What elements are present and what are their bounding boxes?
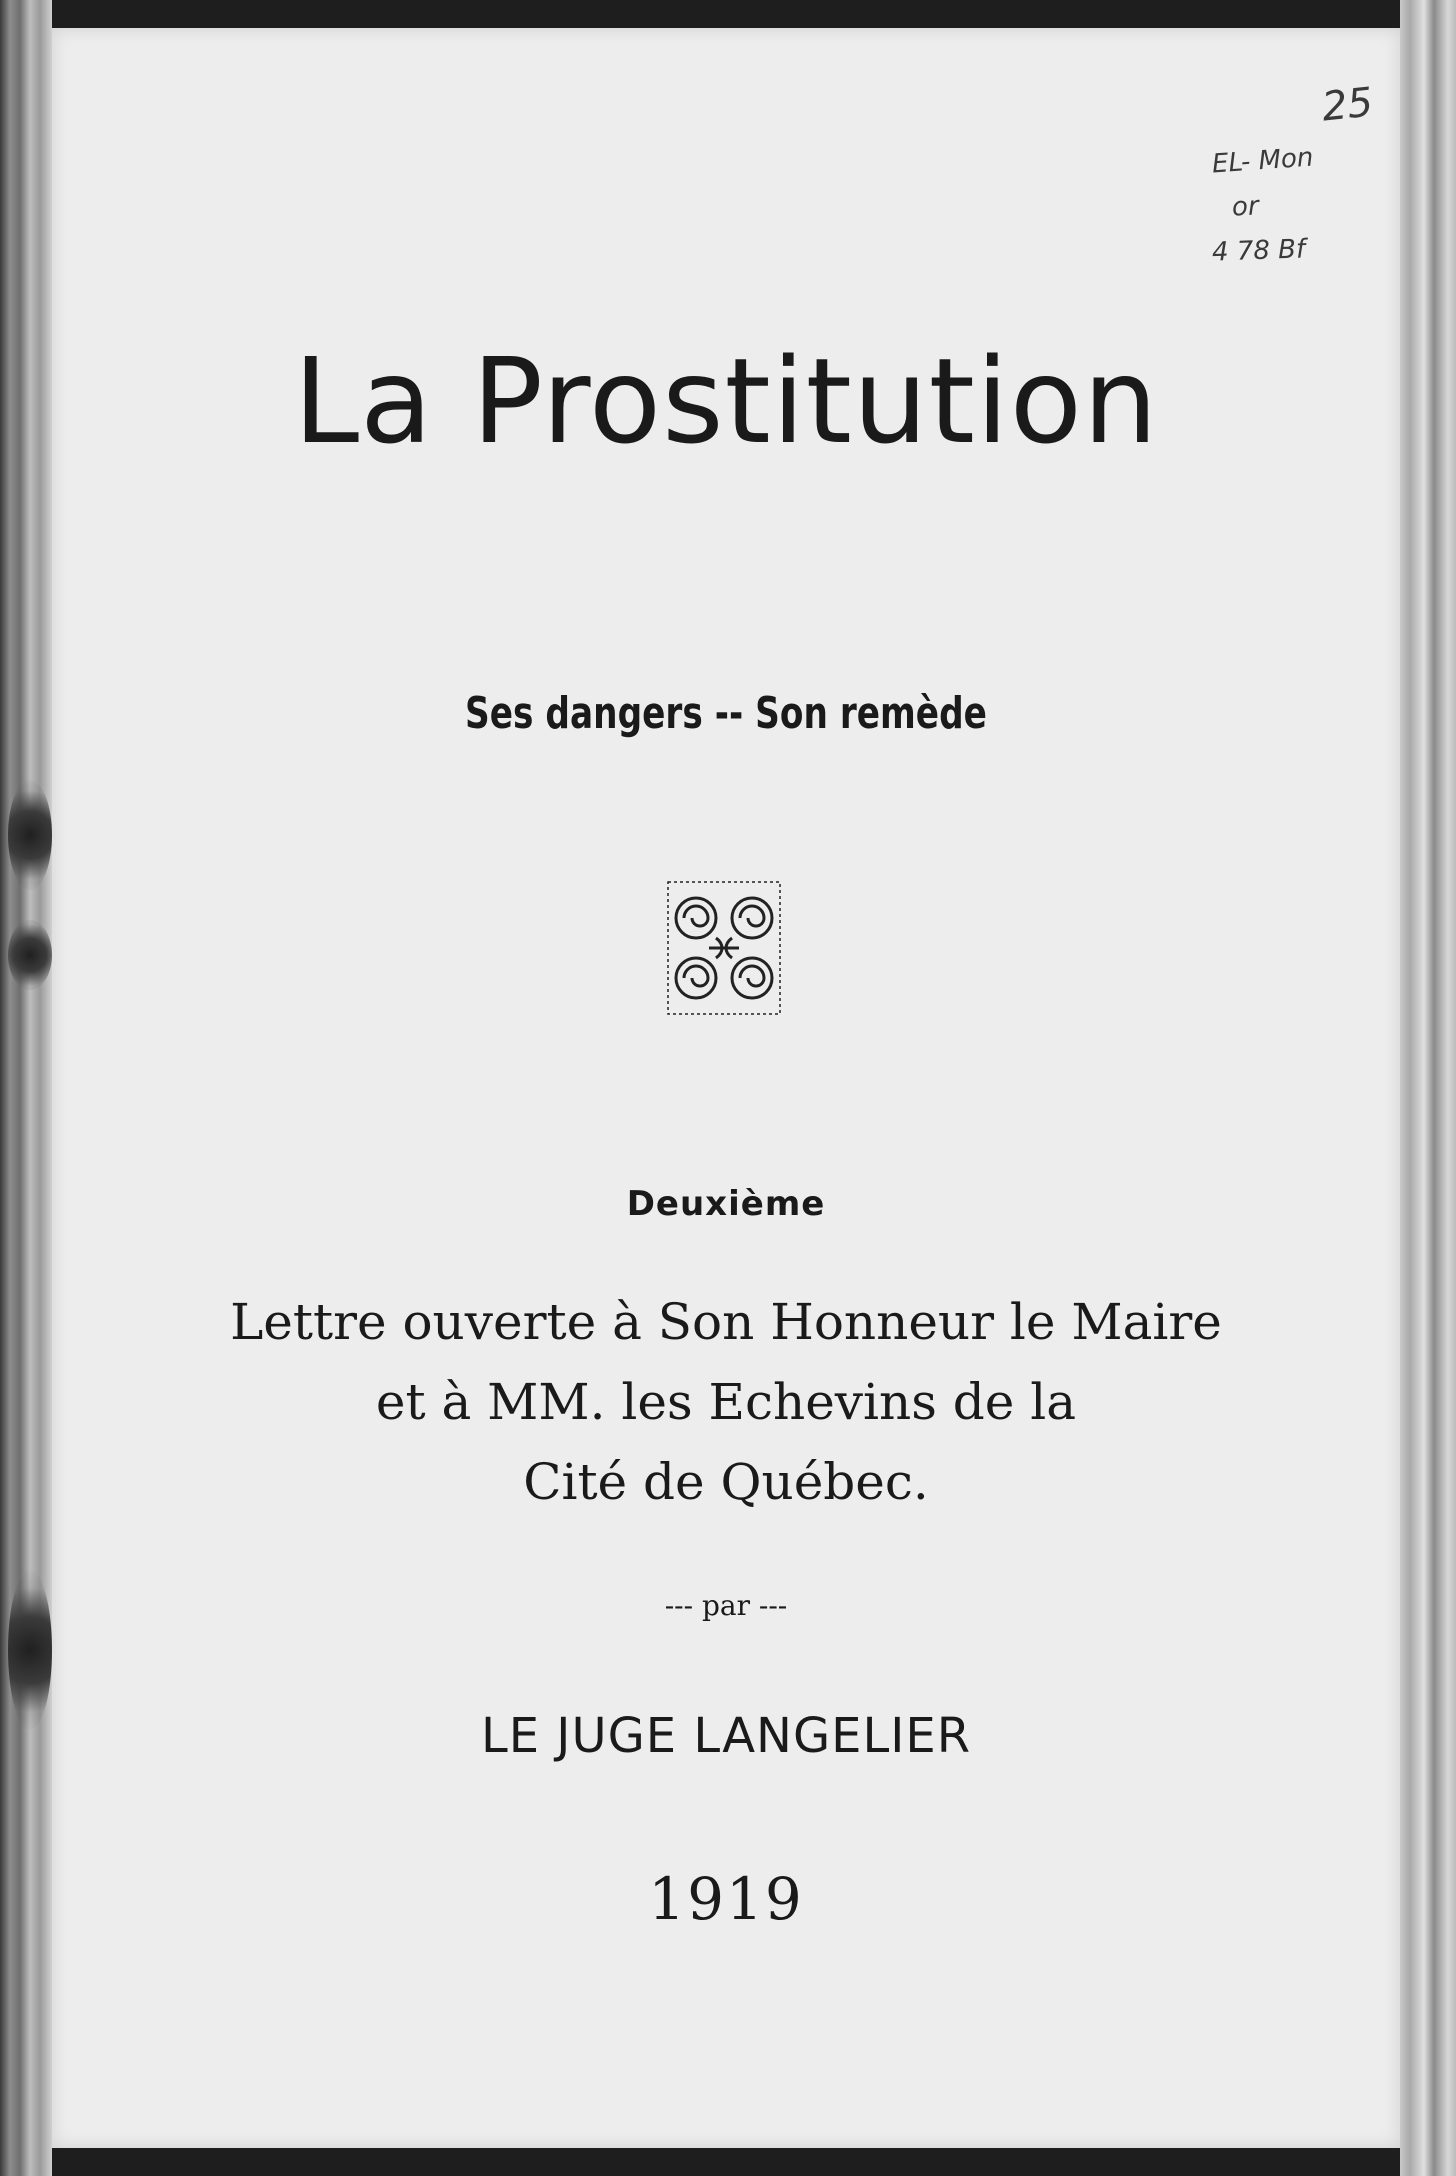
letter-line: et à MM. les Echevins de la <box>375 1373 1077 1431</box>
handwritten-number: 25 <box>1319 79 1376 131</box>
edition-label: Deuxième <box>626 1184 826 1224</box>
letter-line: Lettre ouverte à Son Honneur le Maire <box>230 1293 1222 1351</box>
book-cover-edge <box>1400 0 1456 2176</box>
book-title: La Prostitution <box>293 332 1159 470</box>
publication-year: 1919 <box>648 1865 804 1933</box>
handwritten-note-line: 4 78 Bf <box>1211 234 1306 268</box>
binding-hole <box>8 920 52 990</box>
book-subtitle: Ses dangers -- Son remède <box>465 688 987 739</box>
handwritten-note-line: or <box>1231 191 1260 223</box>
binding-hole <box>8 780 52 890</box>
author-name: LE JUGE LANGELIER <box>480 1708 972 1764</box>
binding-hole <box>8 1570 52 1730</box>
scroll-ornament-icon <box>664 878 784 1018</box>
handwritten-note-line: EL- Mon <box>1211 142 1315 180</box>
title-page <box>52 28 1400 2148</box>
by-line: --- par --- <box>664 1589 788 1622</box>
letter-line: Cité de Québec. <box>523 1453 929 1511</box>
